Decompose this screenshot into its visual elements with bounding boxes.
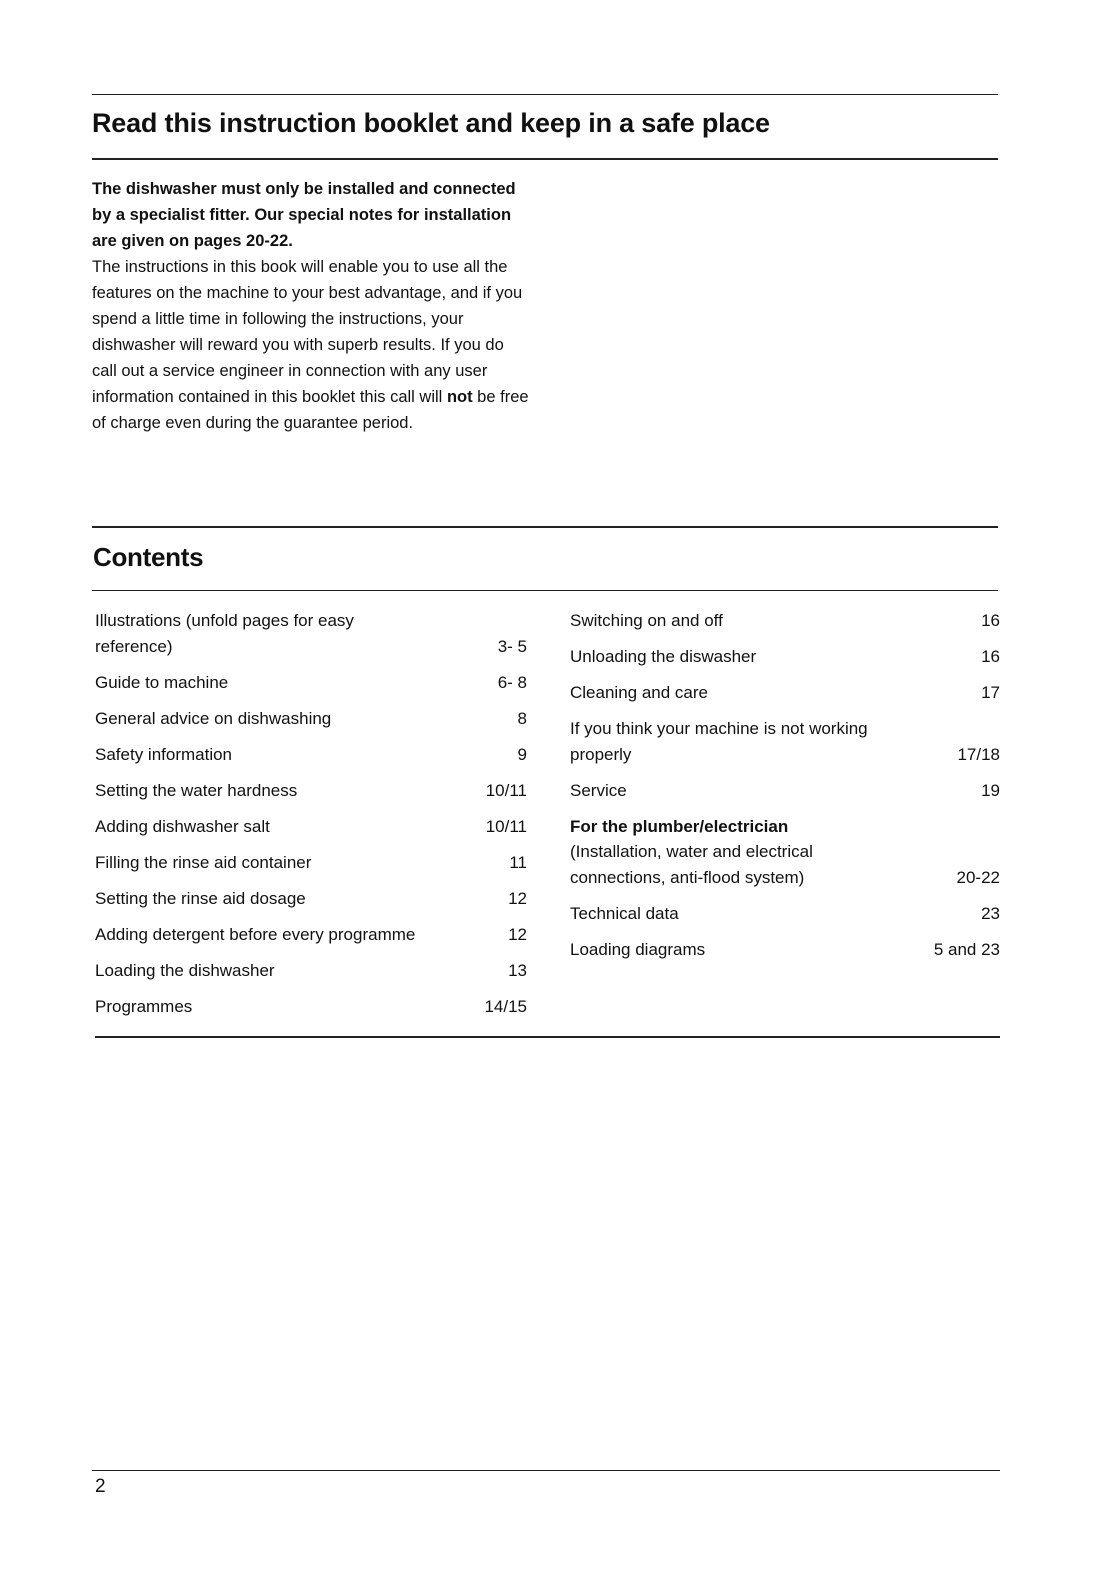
- toc-entry-page: 16: [981, 647, 1000, 666]
- toc-entry-page: 10/11: [485, 816, 527, 836]
- toc-entry-page: 23: [981, 903, 1000, 923]
- intro-body-text: The instructions in this book will enable you to use all the features on the machine to your best advantage, and if you spend a little time in following the instructions, your dishwasher will reward you with superb results. If you do call out a service engineer in connection with any user information contained in this booklet this call will: [92, 258, 523, 406]
- toc-entry-page: 6- 8: [497, 672, 527, 692]
- toc-entry-page: 19: [981, 780, 1000, 800]
- toc-entry-page: 9: [517, 744, 527, 764]
- toc-entry-page: 12: [508, 924, 527, 944]
- toc-entry-label: Loading the dishwasher: [95, 960, 275, 980]
- toc-entry[interactable]: [95, 850, 527, 876]
- toc-entry-label: (Installation, water and electrical connections, anti-flood system): [570, 842, 813, 887]
- toc-entry-label: General advice on dishwashing: [95, 708, 332, 728]
- contents-right-column: [570, 608, 1000, 973]
- toc-entry-label: Filling the rinse aid container: [95, 852, 312, 872]
- intro-section: [92, 176, 532, 436]
- intro-body-end: be free of charge even during the guarantee period.: [92, 388, 529, 432]
- toc-entry-label: Adding dishwasher salt: [95, 816, 270, 836]
- intro-body: [92, 254, 532, 436]
- toc-entry-label-bold: For the plumber/electrician: [570, 816, 789, 836]
- toc-entry-label: Adding detergent before every programme: [95, 924, 416, 944]
- toc-entry-label: Setting the water hardness: [95, 780, 298, 800]
- toc-entry-page: 10/11: [485, 780, 527, 800]
- toc-entry[interactable]: [95, 778, 527, 804]
- contents-left-column: [95, 608, 527, 1030]
- toc-entry-page: 11: [509, 852, 527, 872]
- toc-entry-page: 20-22: [956, 867, 1000, 887]
- toc-entry-page: 13: [508, 960, 527, 980]
- toc-entry[interactable]: [95, 922, 527, 948]
- toc-entry[interactable]: [95, 742, 527, 768]
- toc-entry-page: 8: [517, 708, 527, 728]
- toc-entry-page: 3- 5: [497, 636, 527, 656]
- toc-entry-label-group: [570, 814, 890, 891]
- page-number: 2: [95, 1476, 106, 1497]
- toc-entry[interactable]: [570, 608, 1000, 634]
- toc-entry-label: Loading diagrams: [570, 939, 706, 959]
- toc-entry[interactable]: [95, 814, 527, 840]
- toc-entry-page: 17: [981, 683, 1000, 702]
- heading-underline-rule: [92, 158, 998, 160]
- contents-top-rule: [92, 526, 998, 528]
- toc-entry-label: Technical data: [570, 903, 679, 923]
- toc-entry-page: 16: [981, 611, 1000, 630]
- toc-entry-page: 5 and 23: [933, 939, 1000, 959]
- toc-entry[interactable]: [95, 706, 527, 732]
- toc-entry-label: Setting the rinse aid dosage: [95, 888, 306, 908]
- toc-entry-label: Programmes: [95, 996, 193, 1016]
- toc-entry-label: Safety information: [95, 744, 233, 764]
- toc-entry[interactable]: [570, 680, 1000, 706]
- toc-entry[interactable]: [570, 716, 1000, 767]
- toc-entry[interactable]: [570, 937, 1000, 963]
- toc-entry-label: Switching on and off: [570, 611, 723, 630]
- contents-divider-rule: [92, 590, 998, 591]
- toc-entry-label: Cleaning and care: [570, 683, 708, 702]
- toc-entry[interactable]: [95, 670, 527, 696]
- toc-entry[interactable]: [570, 814, 1000, 891]
- top-rule: [92, 94, 998, 95]
- installation-notice: The dishwasher must only be installed and connected by a specialist fitter. Our special notes for installation are given on pages 20-22.: [92, 180, 516, 250]
- toc-entry-label: If you think your machine is not working properly: [570, 719, 868, 764]
- toc-entry-label: Unloading the diswasher: [570, 647, 757, 666]
- toc-entry[interactable]: [95, 958, 527, 984]
- footer-rule: [92, 1470, 1000, 1471]
- toc-entry[interactable]: [95, 994, 527, 1020]
- toc-entry[interactable]: [95, 608, 527, 659]
- toc-entry-label: Illustrations (unfold pages for easy reference): [95, 611, 354, 656]
- toc-entry-page: 12: [508, 888, 527, 908]
- toc-entry-page: 17/18: [957, 744, 1000, 764]
- toc-entry-label: Service: [570, 780, 627, 800]
- toc-entry[interactable]: [570, 901, 1000, 927]
- toc-entry[interactable]: [570, 644, 1000, 670]
- intro-body-emphasis: not: [446, 388, 473, 406]
- toc-entry-label: Guide to machine: [95, 672, 229, 692]
- contents-bottom-rule: [95, 1036, 1000, 1038]
- toc-entry-page: 14/15: [484, 996, 527, 1016]
- contents-title: Contents: [93, 542, 204, 572]
- toc-entry[interactable]: [570, 778, 1000, 804]
- toc-entry[interactable]: [95, 886, 527, 912]
- page-heading: Read this instruction booklet and keep in a safe place: [92, 108, 770, 138]
